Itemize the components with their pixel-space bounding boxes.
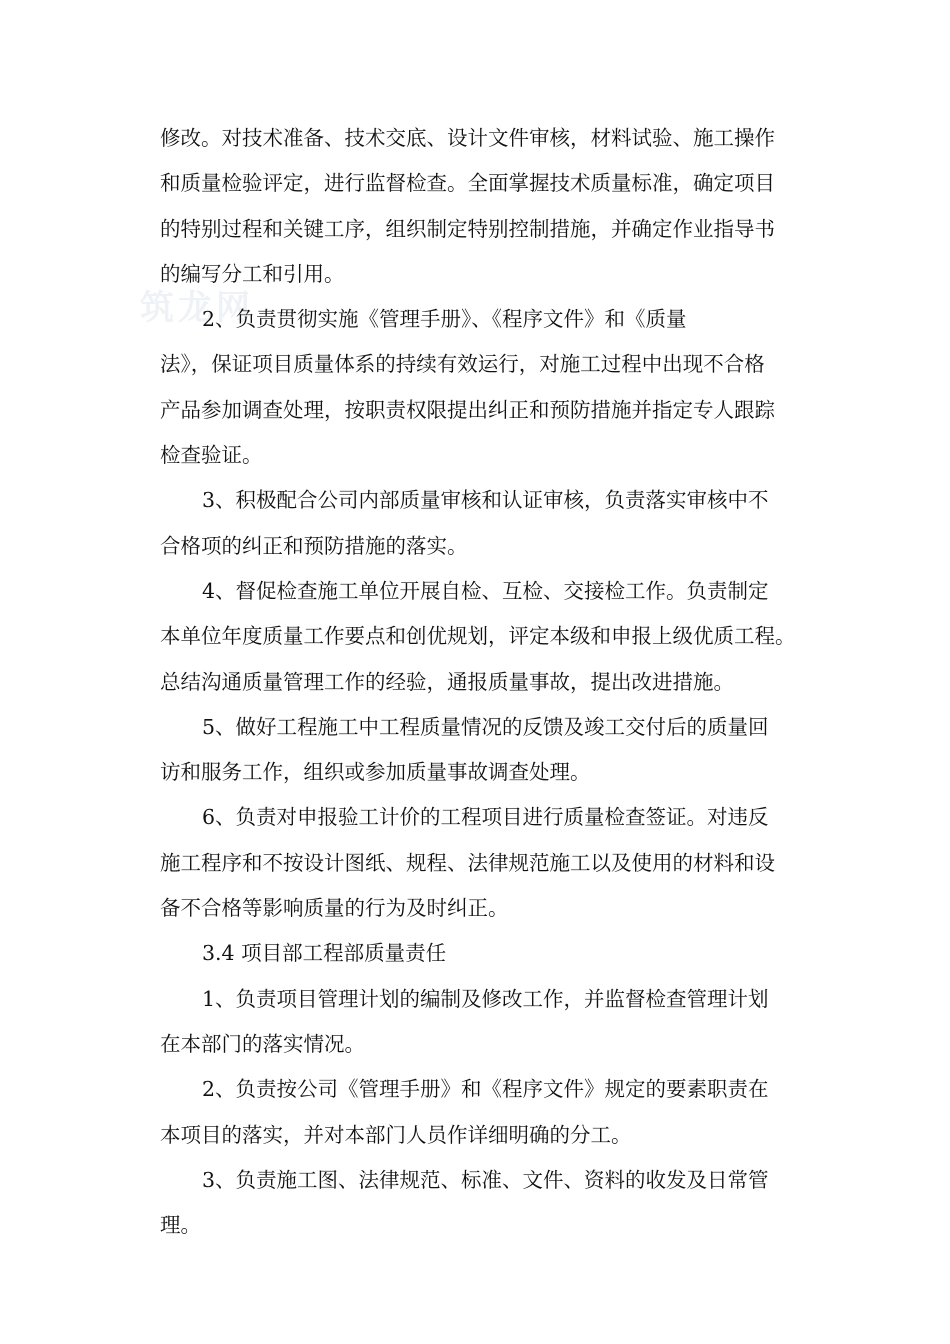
text-line: 本项目的落实，并对本部门人员作详细明确的分工。: [160, 1122, 632, 1147]
text-line: 检查验证。: [160, 443, 263, 468]
document-body: [160, 116, 860, 1248]
section-heading: 3.4 项目部工程部质量责任: [202, 941, 447, 966]
text-line: 产品参加调查处理，按职责权限提出纠正和预防措施并指定专人跟踪: [160, 397, 775, 422]
text-line: 访和服务工作，组织或参加质量事故调查处理。: [160, 760, 591, 785]
text-line: 4、督促检查施工单位开展自检、互检、交接检工作。负责制定: [202, 578, 769, 603]
text-line: 2、负责按公司《管理手册》和《程序文件》规定的要素职责在: [202, 1077, 769, 1102]
text-line: 修改。对技术准备、技术交底、设计文件审核，材料试验、施工操作: [160, 126, 775, 150]
text-line: 总结沟通质量管理工作的经验，通报质量事故，提出改进措施。: [160, 669, 734, 694]
text-line: 1、负责项目管理计划的编制及修改工作，并监督检查管理计划: [202, 986, 769, 1011]
text-line: 5、做好工程施工中工程质量情况的反馈及竣工交付后的质量回: [202, 714, 769, 739]
text-line: 和质量检验评定，进行监督检查。全面掌握技术质量标准，确定项目: [160, 171, 775, 196]
text-line: 3、积极配合公司内部质量审核和认证审核，负责落实审核中不: [202, 488, 769, 513]
text-line: 合格项的纠正和预防措施的落实。: [160, 533, 468, 558]
text-line: 法》，保证项目质量体系的持续有效运行，对施工过程中出现不合格: [160, 352, 765, 377]
text-line: 2、负责贯彻实施《管理手册》、《程序文件》和《质量: [202, 307, 687, 332]
text-line: 的特别过程和关键工序，组织制定特别控制措施，并确定作业指导书: [160, 216, 775, 241]
text-line: 6、负责对申报验工计价的工程项目进行质量检查签证。对违反: [202, 805, 769, 830]
text-line: 本单位年度质量工作要点和创优规划，评定本级和申报上级优质工程。: [160, 624, 796, 649]
text-line: 理。: [160, 1213, 201, 1238]
text-line: 3、负责施工图、法律规范、标准、文件、资料的收发及日常管: [202, 1167, 769, 1192]
text-line: 的编写分工和引用。: [160, 261, 345, 286]
text-line: 在本部门的落实情况。: [160, 1031, 365, 1056]
watermark-text: 筑龙网: [140, 288, 254, 328]
text-line: 备不合格等影响质量的行为及时纠正。: [160, 896, 509, 921]
text-line: 施工程序和不按设计图纸、规程、法律规范施工以及使用的材料和设: [160, 850, 775, 875]
